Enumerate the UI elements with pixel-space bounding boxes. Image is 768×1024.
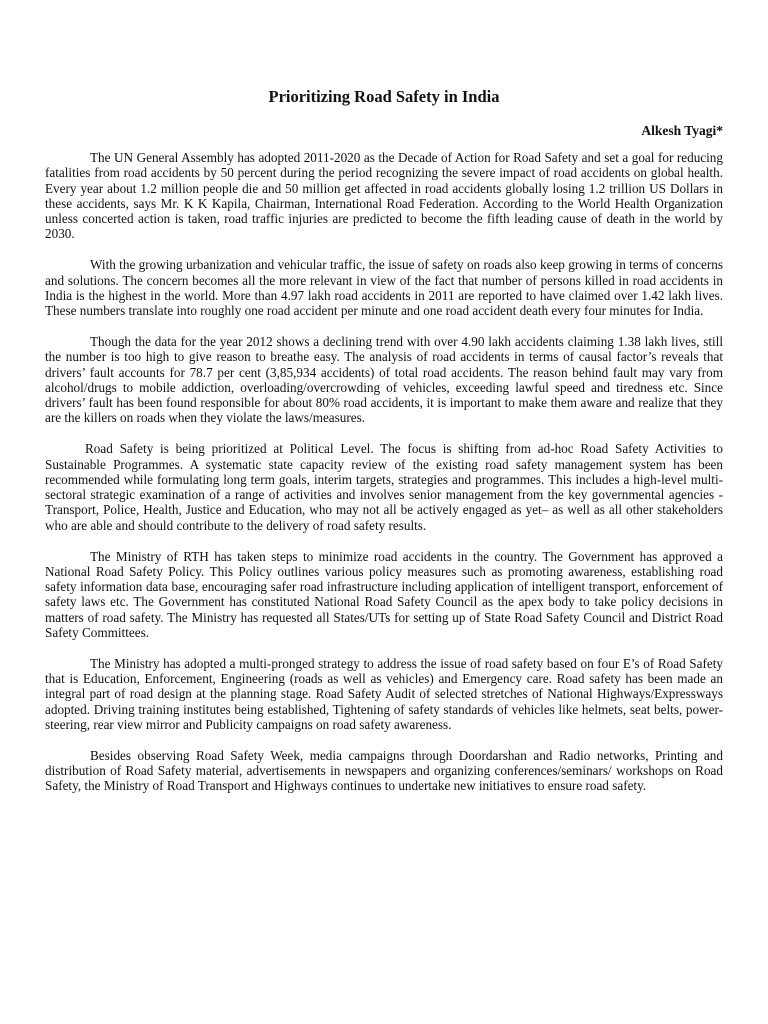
paragraph-decade-of-action: The UN General Assembly has adopted 2011-2020 as the Decade of Action for Road Safety and set a goal for reducing fatalities from road accidents by 50 percent during the period recognizing the severe impact of road accidents on global health. Every year about 1.2 million people die and 50 million get affected in road accidents globally losing 1.2 trillion US Dollars in these accidents, says Mr. K K Kapila, Chairman, International Road Federation. According to the World Health Organization unless concerted action is taken, road traffic injuries are predicted to become the fifth leading cause of death in the world by 2030. xyxy=(45,150,723,242)
author-name: Alkesh Tyagi* xyxy=(641,123,723,138)
document-page xyxy=(45,87,723,809)
paragraph-ministry-steps: The Ministry of RTH has taken steps to minimize road accidents in the country. The Government has approved a National Road Safety Policy. This Policy outlines various policy measures such as promoting awareness, establishing road safety information data base, encouraging safer road infrastructure including application of intelligent transport, enforcement of safety laws etc. The Government has constituted National Road Safety Council as the apex body to take policy decisions in matters of road safety. The Ministry has requested all States/UTs for setting up of State Road Safety Council and District Road Safety Committees. xyxy=(45,548,723,641)
paragraph-road-safety-week: Besides observing Road Safety Week, media campaigns through Doordarshan and Radio networks, Printing and distribution of Road Safety material, advertisements in newspapers and organizing conferences/seminars/ workshops on Road Safety, the Ministry of Road Transport and Highways continues to undertake new initiatives to ensure road safety. xyxy=(45,747,723,794)
document-title: Prioritizing Road Safety in India xyxy=(268,87,500,106)
paragraph-2012-data: Though the data for the year 2012 shows a declining trend with over 4.90 lakh accidents claiming 1.38 lakh lives, still the number is too high to give reason to breathe easy. The analysis of road accidents in terms of causal factor’s reveals that drivers’ fault accounts for 78.7 per cent (3,85,934 accidents) of total road accidents. The reason behind fault may vary from alcohol/drugs to mobile addiction, overloading/overcrowding of vehicles, exceeding lawful speed and tiredness etc. Since drivers’ fault has been found responsible for about 80% road accidents, it is important to make them aware and realize that they are the killers on roads when they violate the laws/measures. xyxy=(45,333,723,426)
paragraph-urbanization: With the growing urbanization and vehicular traffic, the issue of safety on roads also keep growing in terms of concerns and solutions. The concern becomes all the more relevant in view of the fact that number of persons killed in road accidents in India is the highest in the world. More than 4.97 lakh road accidents in 2011 are reported to have claimed over 1.42 lakh lives. These numbers translate into roughly one road accident per minute and one road accident death every four minutes for India. xyxy=(45,257,723,319)
paragraph-political-level: Road Safety is being prioritized at Political Level. The focus is shifting from ad-hoc Road Safety Activities to Sustainable Programmes. A systematic state capacity review of the existing road safety management system has been recommended while formulating long term goals, interim targets, strategies and programmes. This includes a high-level multi-sectoral strategic examination of a range of activities and involves senior management from the key governmental agencies - Transport, Police, Health, Justice and Education, who may not all be actively engaged as yet– as well as all other stakeholders who are able and should contribute to the delivery of road safety results. xyxy=(45,441,723,533)
paragraph-four-es-strategy: The Ministry has adopted a multi-pronged strategy to address the issue of road safety based on four E’s of Road Safety that is Education, Enforcement, Engineering (roads as well as vehicles) and Emergency care. Road safety has been made an integral part of road design at the planning stage. Road Safety Audit of selected stretches of National Highways/Expressways adopted. Driving training institutes being established, Tightening of safety standards of vehicles like helmets, seat belts, power-steering, rear view mirror and Publicity campaigns on road safety awareness. xyxy=(45,655,723,732)
